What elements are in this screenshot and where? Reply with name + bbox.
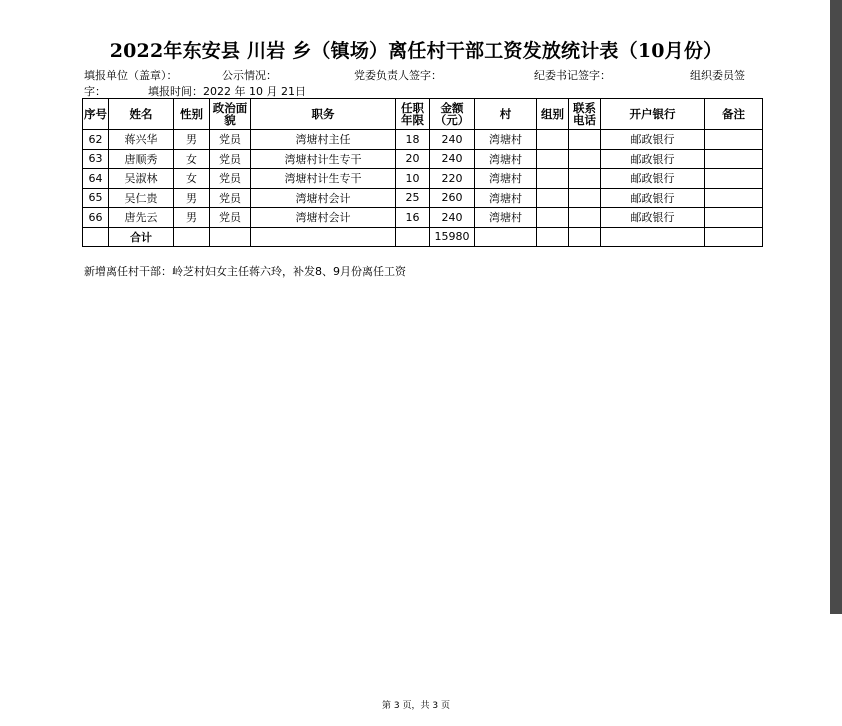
cell xyxy=(537,208,569,228)
cell: 女 xyxy=(174,149,210,169)
cell xyxy=(537,227,569,247)
cell: 240 xyxy=(430,149,475,169)
cell: 240 xyxy=(430,208,475,228)
cell xyxy=(83,227,109,247)
vertical-scrollbar[interactable] xyxy=(828,0,842,726)
cell: 邮政银行 xyxy=(601,208,705,228)
cell: 邮政银行 xyxy=(601,188,705,208)
cell: 蒋兴华 xyxy=(109,130,174,150)
cell xyxy=(569,149,601,169)
cell: 260 xyxy=(430,188,475,208)
cell: 64 xyxy=(83,169,109,189)
cell: 男 xyxy=(174,188,210,208)
table-header-row xyxy=(83,99,763,130)
page-title: 2022年东安县 川岩 乡（镇场）离任村干部工资发放统计表（10月份） xyxy=(109,40,723,62)
cell xyxy=(705,188,763,208)
total-row xyxy=(83,227,763,247)
table-row xyxy=(83,169,763,189)
cell: 18 xyxy=(396,130,430,150)
cell: 唐先云 xyxy=(109,208,174,228)
cell: 邮政银行 xyxy=(601,169,705,189)
cell: 党员 xyxy=(210,130,251,150)
org-sign-label-cont: 字： xyxy=(84,85,106,98)
col-header: 开户银行 xyxy=(601,99,705,130)
cell: 湾塘村会计 xyxy=(251,208,396,228)
cell: 湾塘村计生专干 xyxy=(251,169,396,189)
cell: 25 xyxy=(396,188,430,208)
scrollbar-thumb[interactable] xyxy=(830,0,842,614)
cell: 唐顺秀 xyxy=(109,149,174,169)
col-header: 职务 xyxy=(251,99,396,130)
cell xyxy=(569,130,601,150)
cell xyxy=(705,227,763,247)
cell xyxy=(705,130,763,150)
cell: 男 xyxy=(174,130,210,150)
cell xyxy=(174,227,210,247)
cell: 66 xyxy=(83,208,109,228)
cell: 10 xyxy=(396,169,430,189)
cell: 邮政银行 xyxy=(601,149,705,169)
salary-table xyxy=(82,98,763,247)
total-label: 合计 xyxy=(109,227,174,247)
cell: 党员 xyxy=(210,188,251,208)
cell: 220 xyxy=(430,169,475,189)
col-header: 金额（元） xyxy=(430,99,475,130)
fill-unit-label: 填报单位（盖章）： xyxy=(84,69,178,82)
cell: 湾塘村 xyxy=(475,149,537,169)
cell xyxy=(705,208,763,228)
cell: 党员 xyxy=(210,149,251,169)
cell: 湾塘村 xyxy=(475,188,537,208)
cell xyxy=(210,227,251,247)
cell: 20 xyxy=(396,149,430,169)
cell xyxy=(396,227,430,247)
table-row xyxy=(83,188,763,208)
cell: 湾塘村 xyxy=(475,208,537,228)
col-header: 村 xyxy=(475,99,537,130)
cell: 湾塘村计生专干 xyxy=(251,149,396,169)
cell xyxy=(569,169,601,189)
cell: 16 xyxy=(396,208,430,228)
fill-date: 填报时间：2022 年 10 月 21日 xyxy=(148,85,306,98)
col-header: 备注 xyxy=(705,99,763,130)
col-header: 联系电话 xyxy=(569,99,601,130)
col-header: 序号 xyxy=(83,99,109,130)
col-header: 性别 xyxy=(174,99,210,130)
cell xyxy=(569,227,601,247)
cell: 女 xyxy=(174,169,210,189)
note-text: 新增离任村干部：岭芝村妇女主任蒋六玲，补发8、9月份离任工资 xyxy=(84,265,406,278)
cell xyxy=(537,130,569,150)
cell: 湾塘村主任 xyxy=(251,130,396,150)
cell: 湾塘村 xyxy=(475,169,537,189)
cell xyxy=(537,188,569,208)
table-row xyxy=(83,208,763,228)
cell xyxy=(537,169,569,189)
cell: 62 xyxy=(83,130,109,150)
cell xyxy=(601,227,705,247)
cell: 湾塘村 xyxy=(475,130,537,150)
cell: 63 xyxy=(83,149,109,169)
org-sign-label: 组织委员签 xyxy=(690,69,745,82)
cell: 党员 xyxy=(210,208,251,228)
cell: 吴淑林 xyxy=(109,169,174,189)
page-number: 第 3 页，共 3 页 xyxy=(382,701,450,711)
publicity-label: 公示情况： xyxy=(222,69,277,82)
cell xyxy=(251,227,396,247)
cell: 党员 xyxy=(210,169,251,189)
col-header: 组别 xyxy=(537,99,569,130)
cell xyxy=(569,208,601,228)
cell: 湾塘村会计 xyxy=(251,188,396,208)
cell xyxy=(705,149,763,169)
cell xyxy=(537,149,569,169)
cell xyxy=(569,188,601,208)
col-header: 任职年限 xyxy=(396,99,430,130)
cell: 240 xyxy=(430,130,475,150)
cell xyxy=(475,227,537,247)
total-amount: 15980 xyxy=(430,227,475,247)
table-row xyxy=(83,130,763,150)
cell xyxy=(705,169,763,189)
col-header: 政治面貌 xyxy=(210,99,251,130)
cell: 65 xyxy=(83,188,109,208)
table-row xyxy=(83,149,763,169)
cell: 男 xyxy=(174,208,210,228)
cell: 邮政银行 xyxy=(601,130,705,150)
party-sign-label: 党委负责人签字： xyxy=(354,69,442,82)
cell: 吴仁贵 xyxy=(109,188,174,208)
col-header: 姓名 xyxy=(109,99,174,130)
discipline-sign-label: 纪委书记签字： xyxy=(534,69,611,82)
